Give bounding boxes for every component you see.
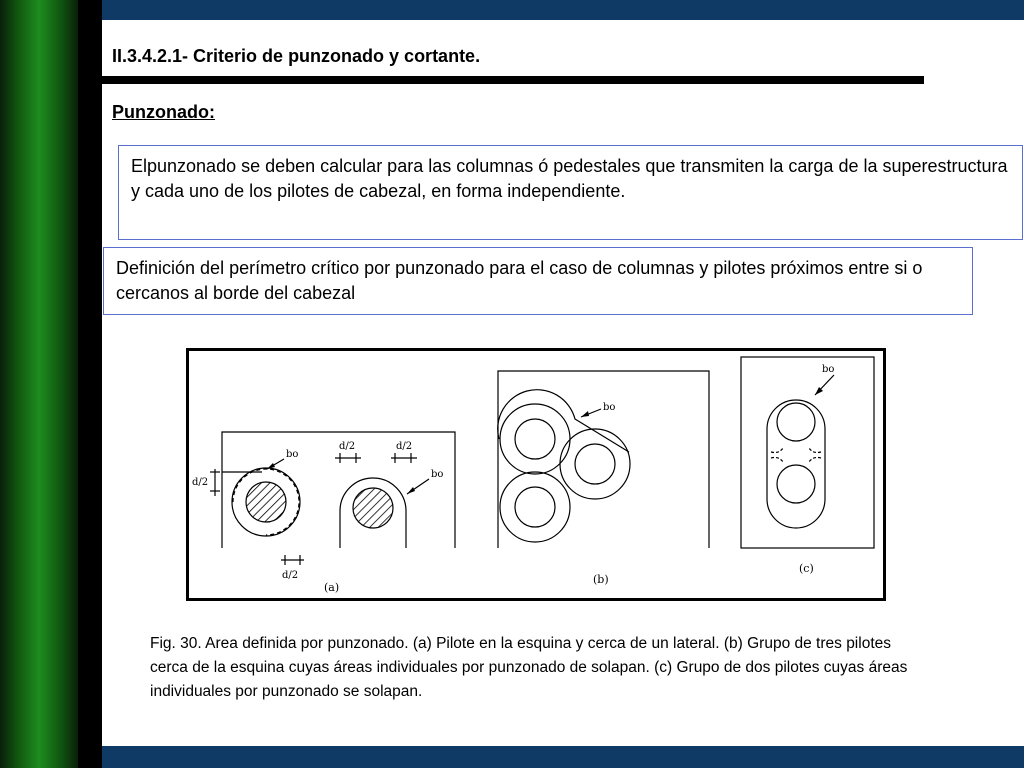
diagram-c: [741, 357, 874, 575]
bo-label-b: bo: [603, 402, 616, 413]
d2-label-bottom: d/2: [282, 570, 299, 581]
bottom-blue-bar: [102, 746, 1024, 768]
pile-b3-inner: [515, 487, 555, 527]
label-c: (c): [799, 562, 814, 575]
title-underline-rule: [102, 76, 924, 84]
diagram-a: [192, 432, 455, 594]
pile-b2-inner: [575, 444, 615, 484]
pile-b2-outer: [560, 429, 630, 499]
label-a: (a): [324, 581, 340, 594]
d2-label-top-1: d/2: [339, 441, 356, 452]
pile-cap-outline-c: [741, 357, 874, 548]
edge-pile-hatched: [353, 488, 393, 528]
left-green-bar: [0, 0, 78, 768]
bo-label-a2: bo: [431, 469, 444, 480]
pile-c1: [777, 403, 815, 441]
diagram-b: [498, 371, 709, 586]
perimeter-definition-box: [103, 247, 973, 315]
pile-b1-inner: [515, 419, 555, 459]
pile-b3-outer: [500, 472, 570, 542]
punching-area-figure: [186, 348, 886, 601]
critical-perimeter-c: [767, 400, 825, 528]
label-b: (b): [593, 573, 609, 586]
top-blue-bar: [102, 0, 1024, 20]
punzonado-description-text: Elpunzonado se deben calcular para las columnas ó pedestales que transmiten la carga de la superestructura y cada uno de los pilotes de cabezal, en forma independiente.: [131, 156, 1008, 201]
corner-pile-hatched: [246, 482, 286, 522]
section-subtitle: Punzonado:: [112, 102, 215, 122]
bo-label-c: bo: [822, 364, 835, 375]
slide-title: II.3.4.2.1- Criterio de punzonado y cortante.: [112, 46, 481, 66]
pile-c2: [777, 465, 815, 503]
bo-label-a1: bo: [286, 449, 299, 460]
figure-caption: Fig. 30. Area definida por punzonado. (a) Pilote en la esquina y cerca de un lateral. (b) Grupo de tres pilotes cerca de la esquina cuyas áreas individuales por punzonado de solapan. (c) Grupo de dos pilotes cuyas áreas individuales por punzonado se solapan.: [150, 635, 908, 700]
d2-label-top-2: d/2: [396, 441, 413, 452]
perimeter-definition-text: Definición del perímetro crítico por punzonado para el caso de columnas y pilotes próximos entre si o cercanos al borde del cabezal: [116, 258, 923, 303]
left-black-strip: [78, 0, 102, 768]
critical-perimeter-b-top: [498, 390, 629, 452]
figure-drawing: [189, 351, 883, 598]
punzonado-description-box: [118, 145, 1023, 240]
d2-label-left: d/2: [192, 477, 209, 488]
pile-cap-outline-b: [498, 371, 709, 548]
